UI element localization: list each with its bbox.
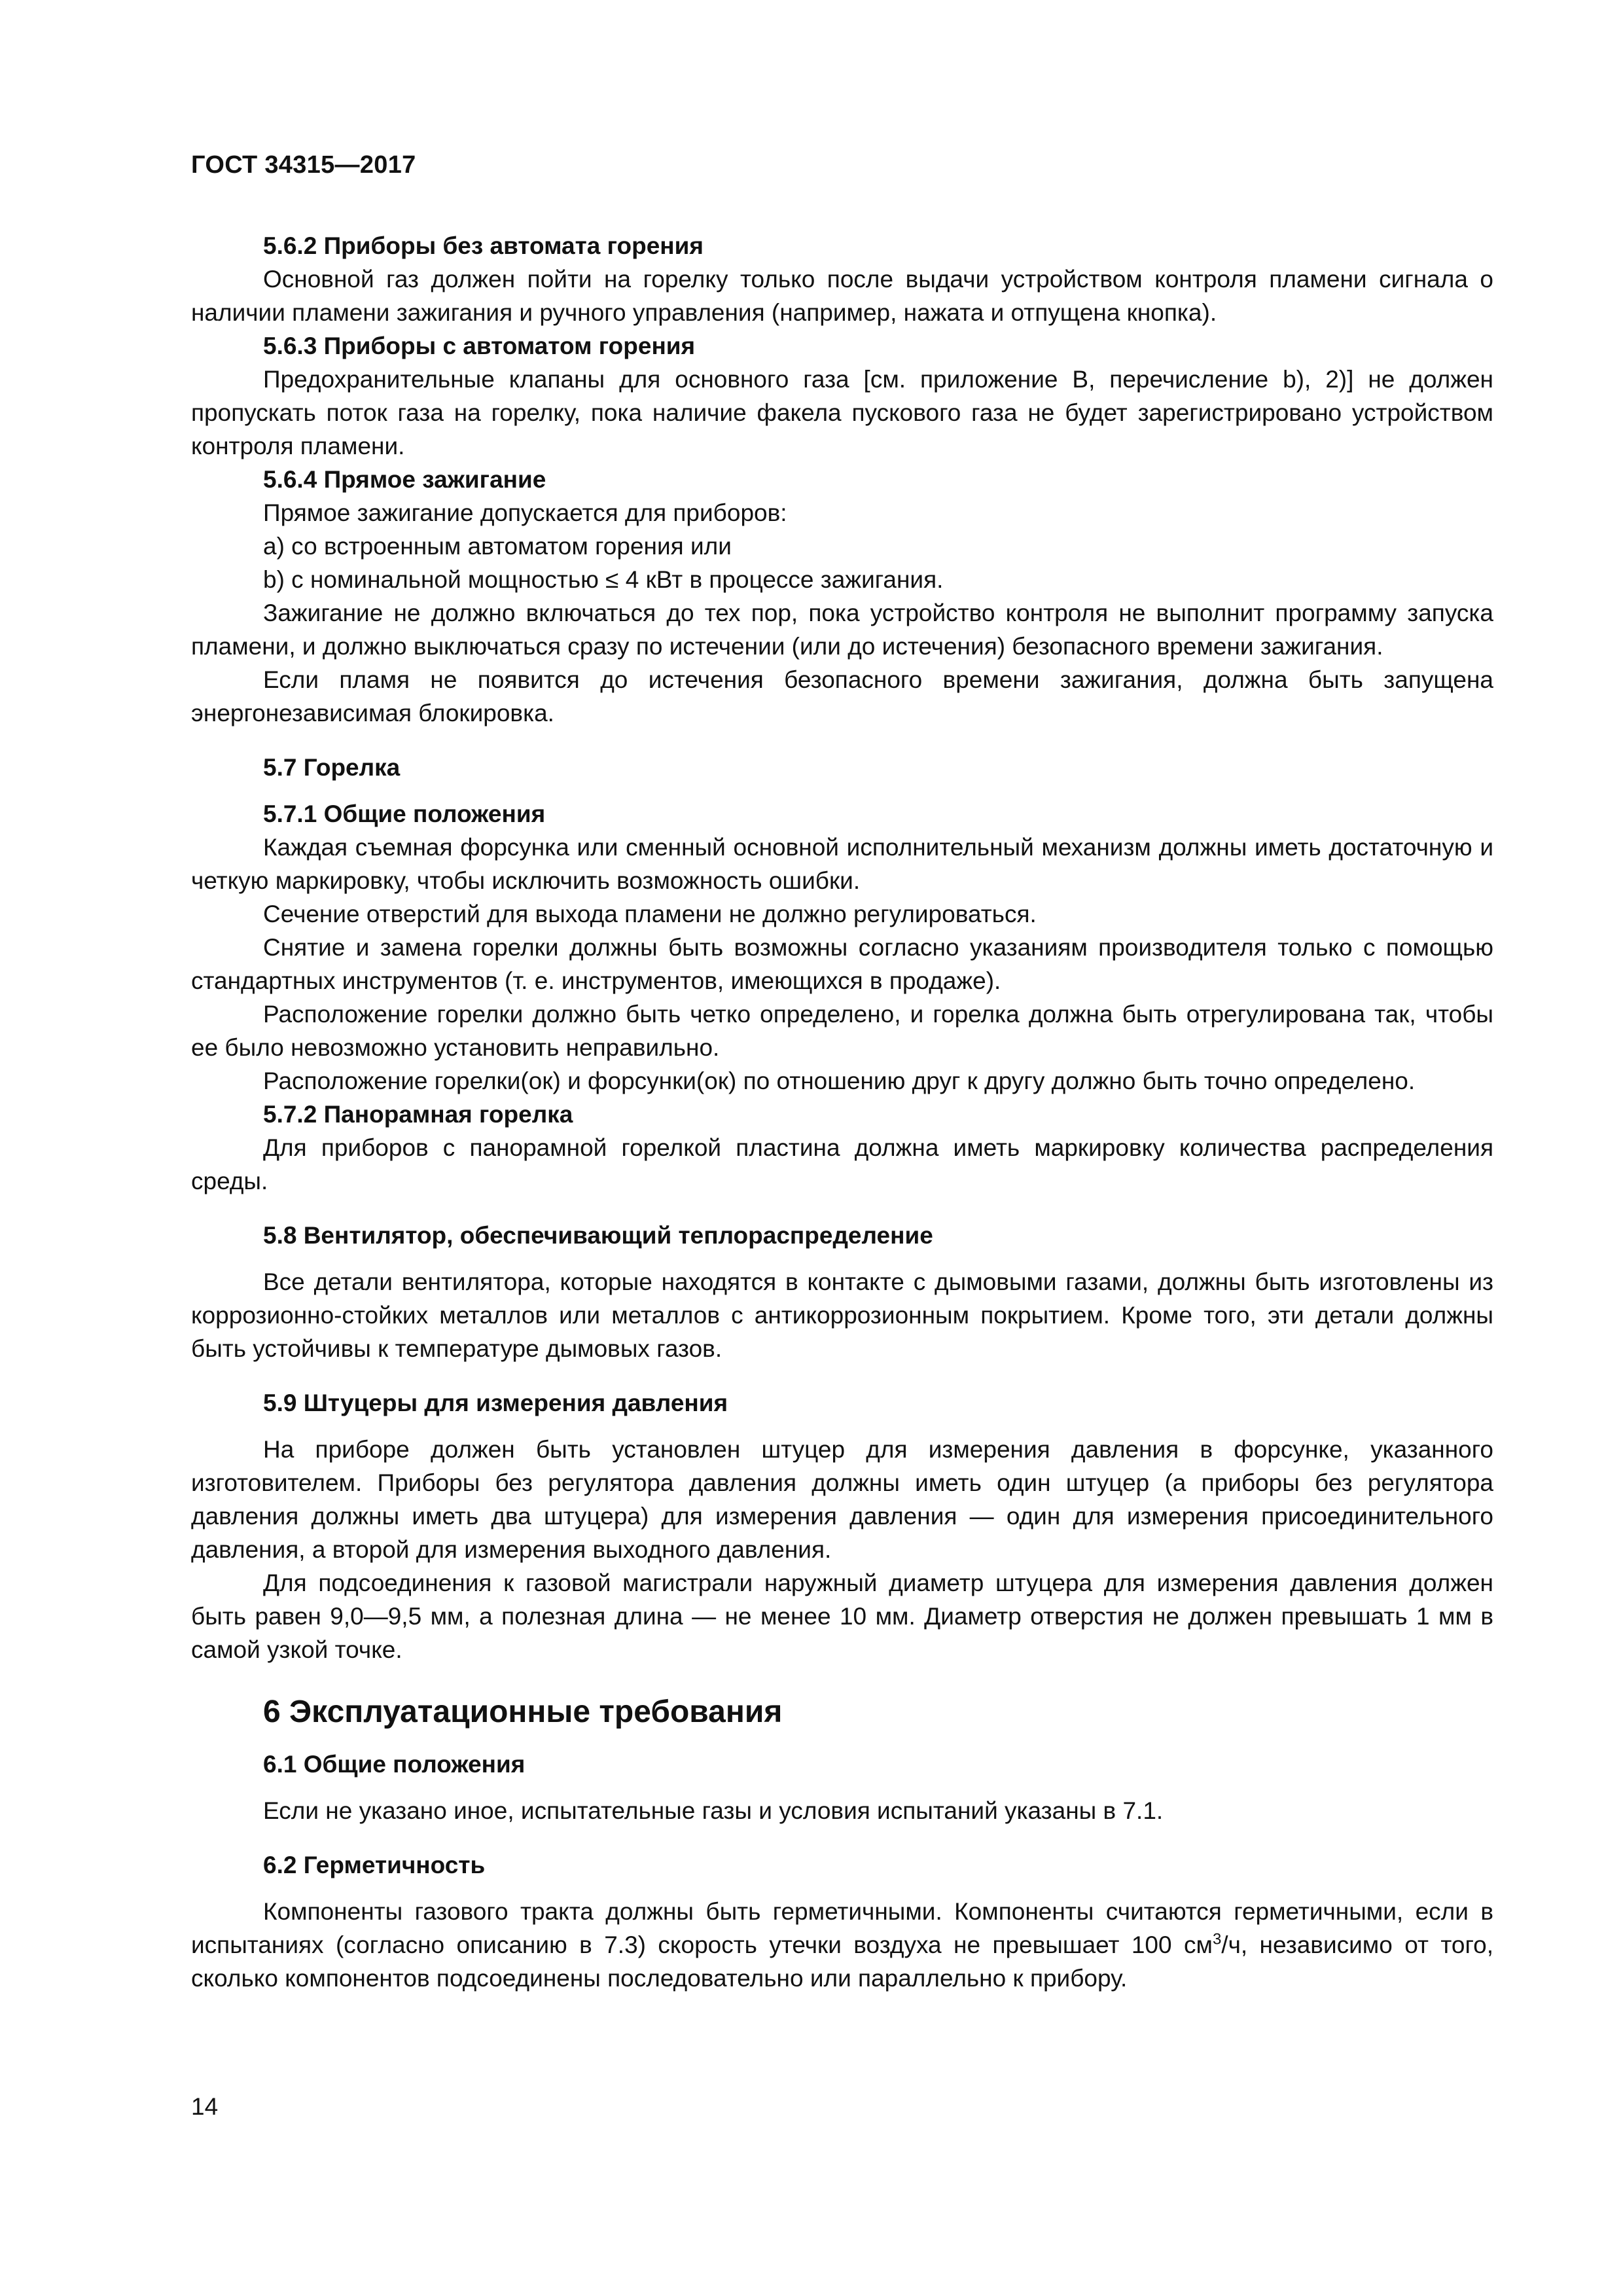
section-6-1-paragraph-1: Если не указано иное, испытательные газы и условия испытаний указаны в 7.1. [263, 1797, 1164, 1824]
section-5-6-4-list-item-b: b) с номинальной мощностью ≤ 4 кВт в процессе зажигания. [263, 566, 944, 593]
section-5-6-4-paragraph-1: Прямое зажигание допускается для приборов: [263, 499, 787, 526]
section-5-6-4-paragraph-2: Зажигание не должно включаться до тех пор, пока устройство контроля не выполнит программу запуска пламени, и должно выключаться сразу по истечении (или до истечения) безопасного времени зажигания. [191, 600, 1493, 660]
section-6-2-paragraph-1 [191, 1895, 1493, 1995]
section-5-9-paragraph-2: Для подсоединения к газовой магистрали наружный диаметр штуцера для измерения давления должен быть равен 9,0—9,5 мм, а полезная длина — не менее 10 мм. Диаметр отверстия не должен превышать 1 мм в самой узкой точке. [191, 1570, 1493, 1663]
section-5-7-2-paragraph-1: Для приборов с панорамной горелкой пластина должна иметь маркировку количества распределения среды. [191, 1134, 1493, 1194]
page-number: 14 [191, 2093, 219, 2120]
section-5-7-2-heading: 5.7.2 Панорамная горелка [263, 1101, 573, 1128]
section-5-8-paragraph-1: Все детали вентилятора, которые находятся в контакте с дымовыми газами, должны быть изготовлены из коррозионно-стойких металлов или металлов с антикоррозионным покрытием. Кроме того, эти детали должны быть устойчивы к температуре дымовых газов. [191, 1268, 1493, 1362]
section-5-6-3-paragraph-1: Предохранительные клапаны для основного газа [см. приложение В, перечисление b), 2)] не должен пропускать поток газа на горелку, пока наличие факела пускового газа не будет зарегистрировано устройством контроля пламени. [191, 366, 1493, 459]
section-5-6-2-paragraph-1: Основной газ должен пойти на горелку только после выдачи устройством контроля пламени сигнала о наличии пламени зажигания и ручного управления (например, нажата и отпущена кнопка). [191, 266, 1493, 326]
document-body [191, 229, 1493, 1995]
section-5-9-paragraph-1: На приборе должен быть установлен штуцер для измерения давления в форсунке, указанного изготовителем. Приборы без регулятора давления должны иметь один штуцер (а приборы без регулятора давления должны иметь два штуцера) для измерения давления — один для измерения присоединительного давления, а второй для измерения выходного давления. [191, 1436, 1493, 1563]
section-5-6-4-paragraph-3: Если пламя не появится до истечения безопасного времени зажигания, должна быть запущена энергонезависимая блокировка. [191, 666, 1493, 726]
section-5-7-1-paragraph-3: Снятие и замена горелки должны быть возможны согласно указаниям производителя только с помощью стандартных инструментов (т. е. инструментов, имеющихся в продаже). [191, 934, 1493, 994]
section-5-7-1-paragraph-5: Расположение горелки(ок) и форсунки(ок) по отношению друг к другу должно быть точно определено. [263, 1067, 1416, 1094]
section-5-7-1-paragraph-2: Сечение отверстий для выхода пламени не должно регулироваться. [263, 901, 1037, 927]
section-5-8-heading: 5.8 Вентилятор, обеспечивающий теплораспределение [263, 1222, 933, 1249]
section-5-7-1-paragraph-1: Каждая съемная форсунка или сменный основной исполнительный механизм должны иметь достаточную и четкую маркировку, чтобы исключить возможность ошибки. [191, 834, 1493, 894]
section-6-2-text-part-1: Компоненты газового тракта должны быть герметичными. Компоненты считаются герметичными, если в испытаниях (согласно описанию в 7.3) скорость утечки воздуха не превышает 100 см [191, 1898, 1493, 1958]
section-6-2-text-part-2: /ч, независимо от того, сколько компонентов подсоединены последовательно или параллельно к прибору. [191, 1931, 1493, 1992]
section-5-6-4-heading: 5.6.4 Прямое зажигание [263, 466, 546, 493]
section-5-7-heading: 5.7 Горелка [263, 754, 401, 781]
section-5-7-1-heading: 5.7.1 Общие положения [263, 800, 546, 827]
section-5-6-3-heading: 5.6.3 Приборы с автоматом горения [263, 332, 696, 359]
section-5-6-2-heading: 5.6.2 Приборы без автомата горения [263, 232, 704, 259]
section-5-9-heading: 5.9 Штуцеры для измерения давления [263, 1390, 728, 1416]
standard-id-header: ГОСТ 34315—2017 [191, 151, 416, 179]
cubic-superscript: 3 [1212, 1930, 1222, 1948]
section-6-heading: 6 Эксплуатационные требования [263, 1695, 783, 1729]
section-6-1-heading: 6.1 Общие положения [263, 1751, 526, 1778]
section-5-6-4-list-item-a: а) со встроенным автоматом горения или [263, 533, 732, 560]
section-5-7-1-paragraph-4: Расположение горелки должно быть четко определено, и горелка должна быть отрегулирована так, чтобы ее было невозможно установить неправильно. [191, 1001, 1493, 1061]
section-6-2-heading: 6.2 Герметичность [263, 1852, 486, 1878]
